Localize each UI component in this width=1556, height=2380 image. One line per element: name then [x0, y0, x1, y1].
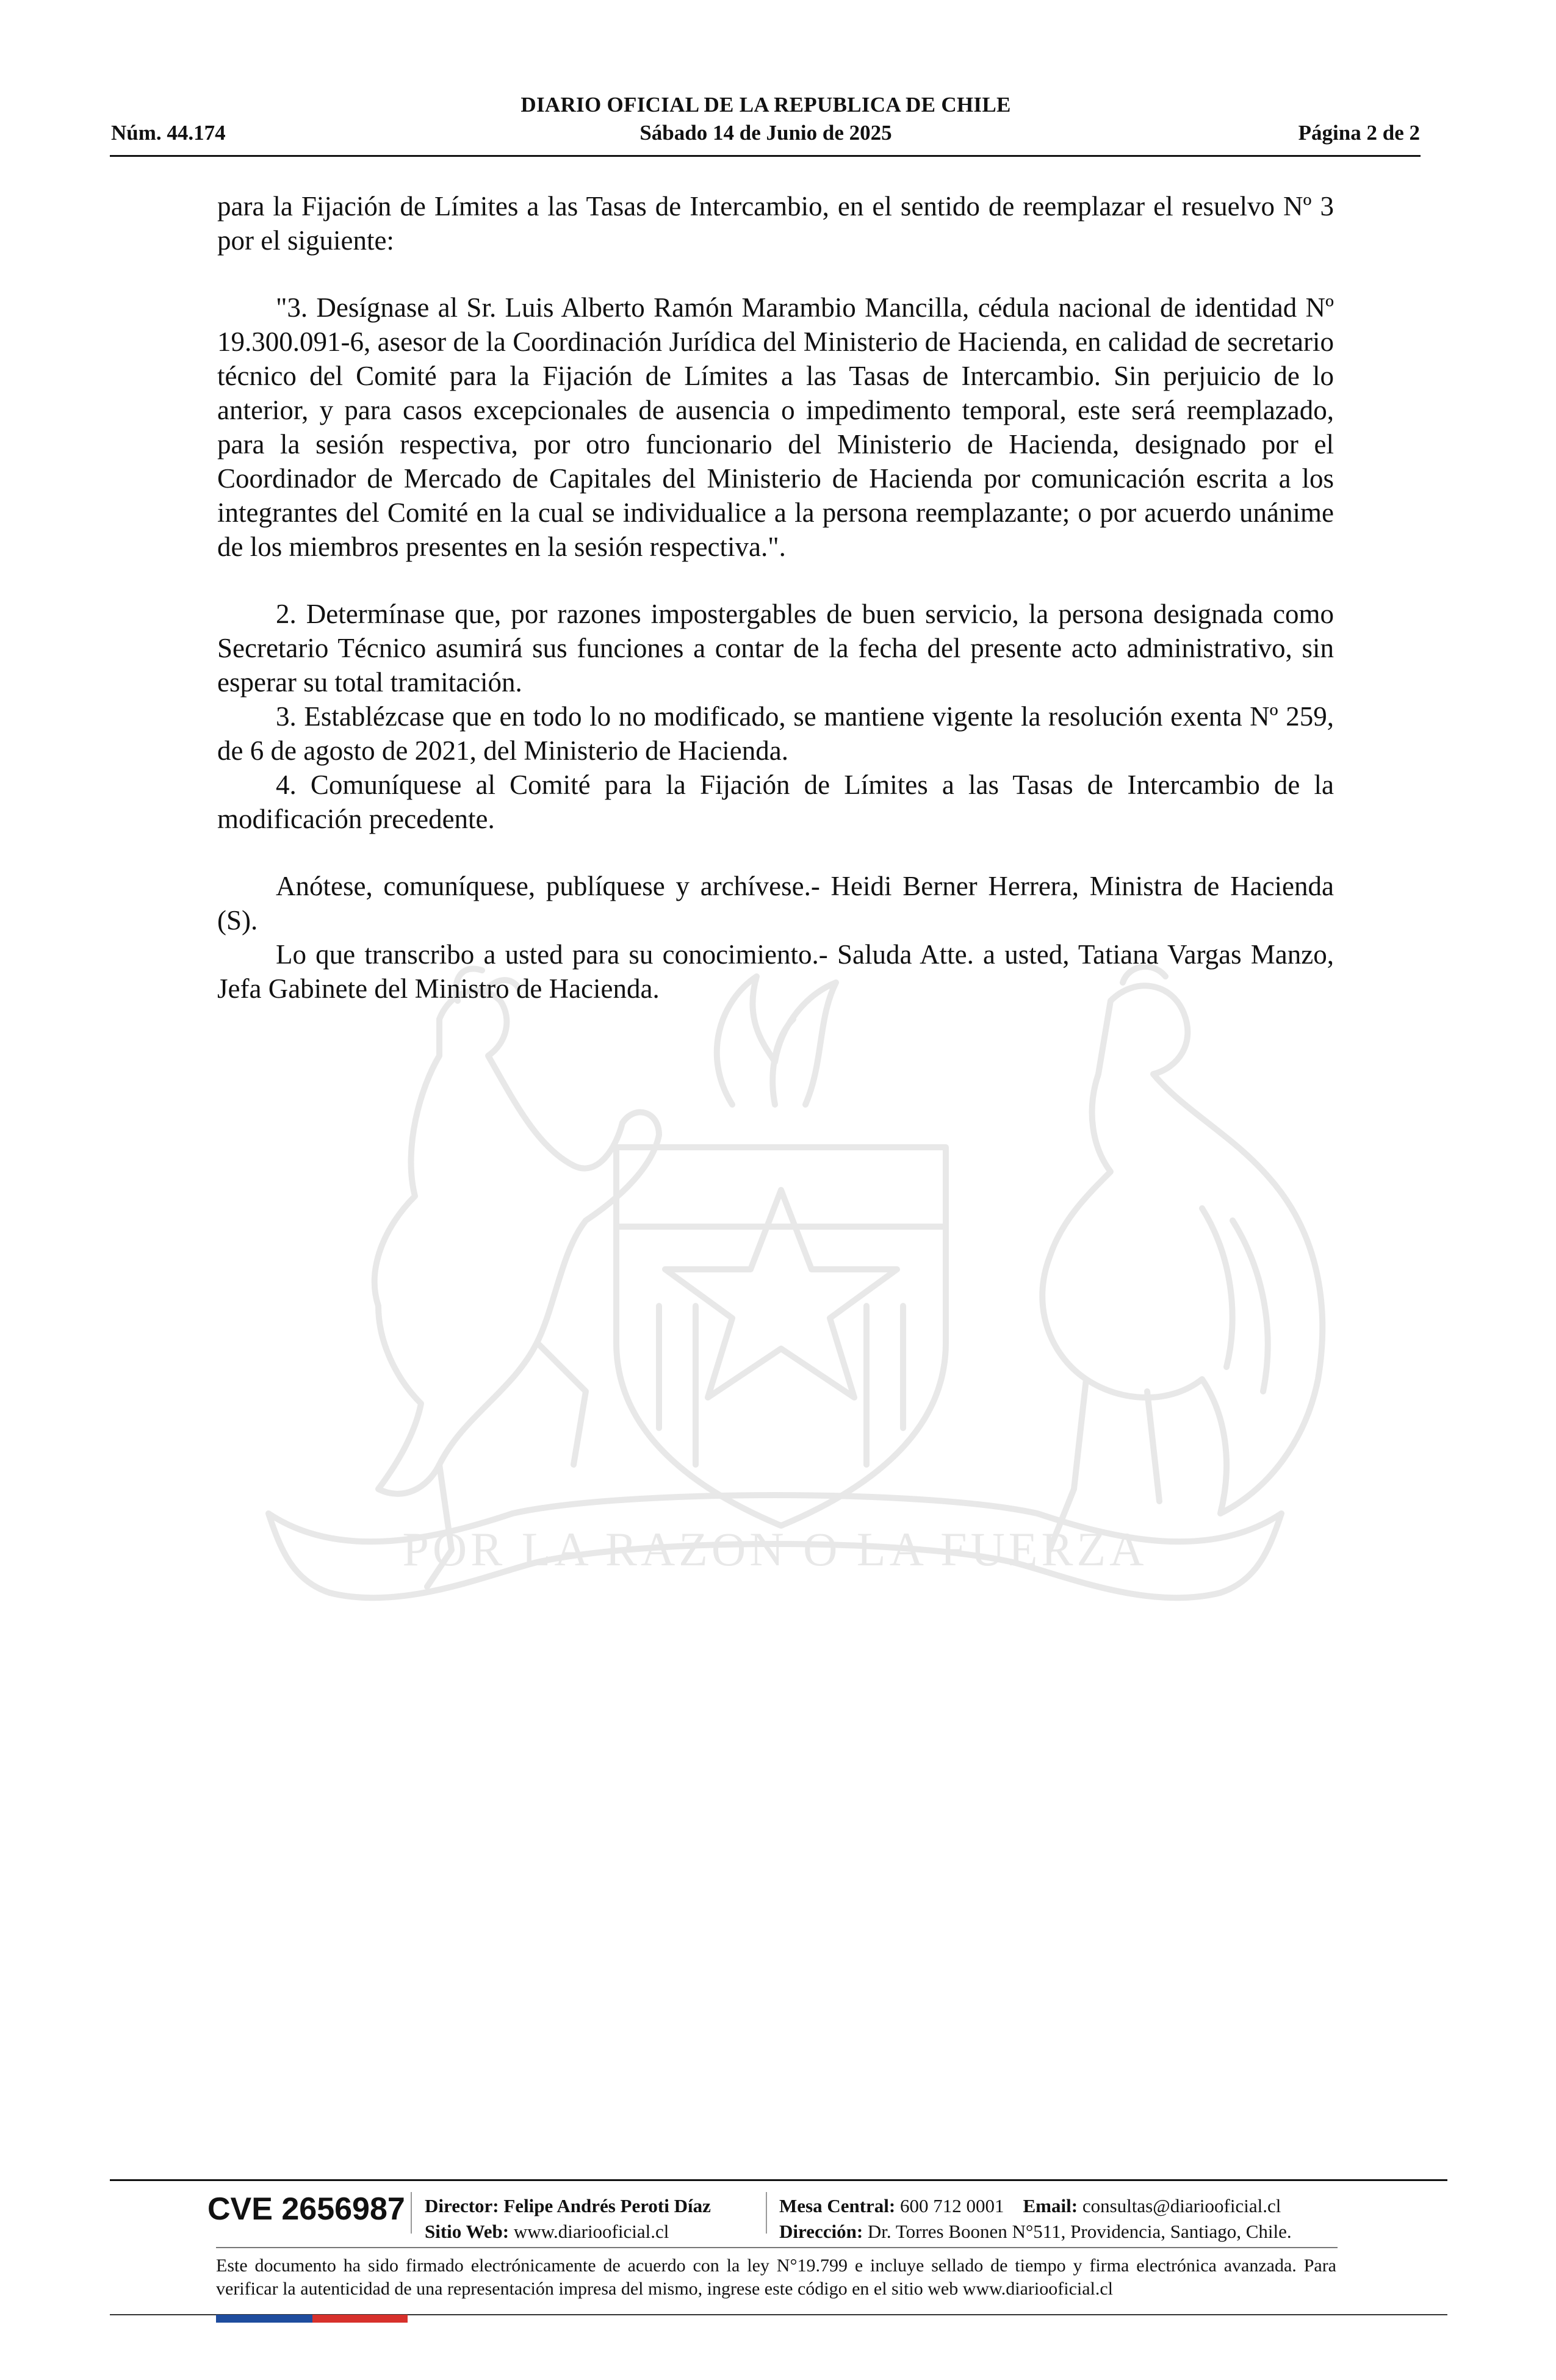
footer-separator [766, 2192, 767, 2234]
paragraph-quoted-resolution: "3. Desígnase al Sr. Luis Alberto Ramón Marambio Mancilla, cédula nacional de identidad Nº 19.300.091-6, asesor de la Coordinación Jurídica del Ministerio de Hacienda, en calidad de secretario técnico del Comité para la Fijación de Límites a las Tasas de Intercambio. Sin perjuicio de lo anterior, y para casos excepcionales de ausencia o impedimento temporal, este será reemplazado, para la sesión respectiva, por otro funcionario del Ministerio de Hacienda, designado por el Coordinador de Mercado de Capitales del Ministerio de Hacienda por comunicación escrita a los integrantes del Comité en la cual se individualice a la persona reemplazante; o por acuerdo unánime de los miembros presentes en la sesión respectiva.". [217, 292, 1334, 562]
address-value: Dr. Torres Boonen N°511, Providencia, Santiago, Chile. [867, 2221, 1292, 2242]
email-label: Email: [1023, 2195, 1078, 2216]
header-divider [110, 155, 1421, 157]
email-link[interactable]: consultas@diariooficial.cl [1082, 2195, 1281, 2216]
motto-text: POR LA RAZON O LA FUERZA [402, 1523, 1148, 1576]
paragraph-item-3: 3. Establézcase que en todo lo no modificado, se mantiene vigente la resolución exenta Nº 259, de 6 de agosto de 2021, del Ministerio de Hacienda. [217, 701, 1334, 766]
chile-coat-of-arms-watermark [195, 964, 1355, 1672]
director-name: Felipe Andrés Peroti Díaz [503, 2195, 711, 2216]
paragraph-intro: para la Fijación de Límites a las Tasas de Intercambio, en el sentido de reemplazar el resuelvo Nº 3 por el siguiente: [217, 191, 1334, 256]
flag-stripe-red [312, 2315, 408, 2323]
mesa-central-phone: 600 712 0001 [900, 2195, 1004, 2216]
footer-director-block [425, 2193, 711, 2245]
paragraph-transcription: Lo que transcribo a usted para su conocimiento.- Saluda Atte. a usted, Tatiana Vargas Manzo, Jefa Gabinete del Ministro de Hacienda. [217, 939, 1334, 1004]
footer-contact-block [779, 2193, 1292, 2245]
electronic-signature-notice: Este documento ha sido firmado electrónicamente de acuerdo con la ley N°19.799 e incluye sellado de tiempo y firma electrónica avanzada. Para verificar la autenticidad de una representación impresa del mismo, ingrese este código en el sitio web www.diariooficial.cl [216, 2256, 1336, 2299]
paragraph-signature: Anótese, comuníquese, publíquese y archívese.- Heidi Berner Herrera, Ministra de Hacienda (S). [217, 871, 1334, 936]
flag-stripe-blue [216, 2315, 312, 2323]
footer-divider-top [110, 2179, 1447, 2181]
issue-number: Núm. 44.174 [111, 121, 226, 145]
footer-divider-mid [216, 2247, 1338, 2248]
page-indicator: Página 2 de 2 [1298, 121, 1420, 145]
website-label: Sitio Web: [425, 2221, 510, 2242]
paragraph-item-2: 2. Determínase que, por razones impostergables de buen servicio, la persona designada como Secretario Técnico asumirá sus funciones a contar de la fecha del presente acto administrativo, sin esperar su total tramitación. [217, 599, 1334, 698]
document-body [217, 189, 1334, 1006]
address-label: Dirección: [779, 2221, 863, 2242]
gazette-title: DIARIO OFICIAL DE LA REPUBLICA DE CHILE [520, 93, 1011, 117]
paragraph-item-4: 4. Comuníquese al Comité para la Fijación de Límites a las Tasas de Intercambio de la modificación precedente. [217, 770, 1334, 834]
mesa-central-label: Mesa Central: [779, 2195, 896, 2216]
issue-date: Sábado 14 de Junio de 2025 [639, 121, 892, 145]
website-link[interactable]: www.diariooficial.cl [513, 2221, 669, 2242]
director-label: Director: [425, 2195, 499, 2216]
footer-separator [411, 2192, 412, 2234]
cve-code: CVE 2656987 [207, 2191, 405, 2227]
